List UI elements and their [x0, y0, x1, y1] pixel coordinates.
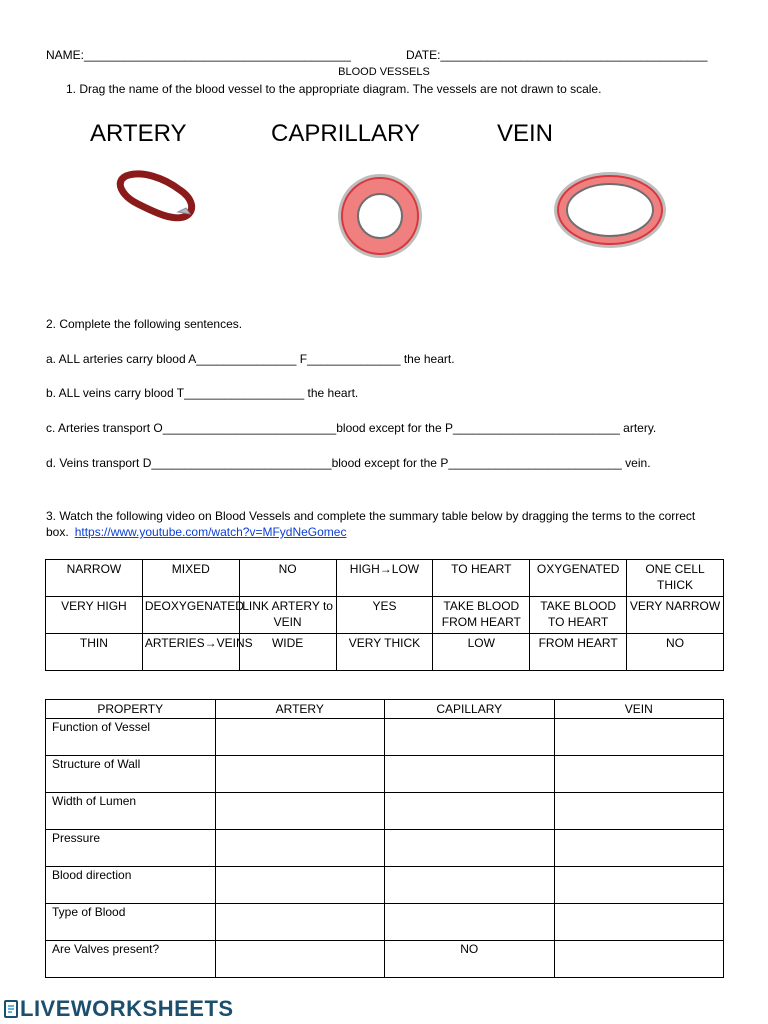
sentence-a: a. ALL arteries carry blood A_______________ F______________ the heart.	[46, 352, 455, 366]
table-row	[46, 830, 724, 867]
table-header-row	[46, 700, 724, 719]
drop-cell[interactable]	[385, 904, 555, 941]
summary-table	[45, 699, 724, 978]
question-3-text	[46, 508, 726, 540]
table-row	[46, 793, 724, 830]
brand-name: LIVEWORKSHEETS	[20, 996, 234, 1021]
drop-cell[interactable]	[554, 793, 724, 830]
date-field-label: DATE:________________________________________	[406, 48, 708, 62]
term-card[interactable]: WIDE	[239, 634, 336, 671]
page-title: BLOOD VESSELS	[338, 66, 430, 78]
drag-label-artery[interactable]: ARTERY	[90, 120, 187, 147]
term-card[interactable]: TO HEART	[433, 560, 530, 597]
property-label: Type of Blood	[46, 904, 216, 941]
term-card[interactable]: TAKE BLOOD TO HEART	[530, 597, 627, 634]
drop-cell[interactable]	[554, 719, 724, 756]
term-card[interactable]: ARTERIES→VEINS	[142, 634, 239, 671]
term-card[interactable]: OXYGENATED	[530, 560, 627, 597]
term-card[interactable]: NARROW	[46, 560, 143, 597]
property-label: Pressure	[46, 830, 216, 867]
artery-diagram-icon	[112, 168, 202, 228]
question-3-instructions: 3. Watch the following video on Blood Vessels and complete the summary table below by dragging the terms to the correct box.	[46, 509, 696, 539]
term-card[interactable]: LINK ARTERY to VEIN	[239, 597, 336, 634]
property-label: Are Valves present?	[46, 941, 216, 978]
drop-cell[interactable]	[554, 830, 724, 867]
liveworksheets-logo-icon	[4, 1000, 18, 1018]
drop-cell[interactable]	[385, 719, 555, 756]
term-card[interactable]: LOW	[433, 634, 530, 671]
drop-cell[interactable]: NO	[385, 941, 555, 978]
term-card[interactable]: YES	[336, 597, 433, 634]
term-card[interactable]: FROM HEART	[530, 634, 627, 671]
property-label: Blood direction	[46, 867, 216, 904]
column-header-artery: ARTERY	[215, 700, 385, 719]
table-row	[46, 867, 724, 904]
drop-cell[interactable]	[554, 756, 724, 793]
column-header-property: PROPERTY	[46, 700, 216, 719]
drag-label-capillary[interactable]: CAPRILLARY	[271, 120, 420, 147]
drop-cell[interactable]	[215, 904, 385, 941]
sentence-c: c. Arteries transport O__________________________blood except for the P_________________________ artery.	[46, 421, 657, 435]
property-label: Structure of Wall	[46, 756, 216, 793]
drop-cell[interactable]	[385, 830, 555, 867]
table-row	[46, 634, 724, 671]
term-card[interactable]: VERY HIGH	[46, 597, 143, 634]
vein-diagram-icon	[551, 168, 669, 252]
question-2-text: 2. Complete the following sentences.	[46, 317, 243, 331]
drop-cell[interactable]	[554, 904, 724, 941]
question-1-text: 1. Drag the name of the blood vessel to the appropriate diagram. The vessels are not drawn to scale.	[66, 82, 602, 96]
sentence-d: d. Veins transport D___________________________blood except for the P__________________________ vein.	[46, 456, 651, 470]
term-card[interactable]: ONE CELL THICK	[627, 560, 724, 597]
table-row	[46, 597, 724, 634]
property-label: Width of Lumen	[46, 793, 216, 830]
table-row	[46, 904, 724, 941]
sentence-b: b. ALL veins carry blood T__________________ the heart.	[46, 386, 359, 400]
term-card[interactable]: DEOXYGENATED	[142, 597, 239, 634]
table-row	[46, 756, 724, 793]
name-field-label: NAME:________________________________________	[46, 48, 351, 62]
liveworksheets-logo[interactable]	[4, 996, 234, 1022]
drop-cell[interactable]	[215, 867, 385, 904]
drop-cell[interactable]	[215, 793, 385, 830]
drop-cell[interactable]	[215, 941, 385, 978]
table-row	[46, 941, 724, 978]
drop-cell[interactable]	[385, 756, 555, 793]
column-header-capillary: CAPILLARY	[385, 700, 555, 719]
terms-table	[45, 559, 724, 671]
term-card[interactable]: THIN	[46, 634, 143, 671]
term-card[interactable]: MIXED	[142, 560, 239, 597]
drop-cell[interactable]	[385, 867, 555, 904]
drag-label-vein[interactable]: VEIN	[497, 120, 554, 147]
drop-cell[interactable]	[385, 793, 555, 830]
term-card[interactable]: TAKE BLOOD FROM HEART	[433, 597, 530, 634]
table-row	[46, 719, 724, 756]
term-card[interactable]: VERY THICK	[336, 634, 433, 671]
term-card[interactable]: VERY NARROW	[627, 597, 724, 634]
drop-cell[interactable]	[554, 941, 724, 978]
term-card[interactable]: NO	[239, 560, 336, 597]
video-link[interactable]: https://www.youtube.com/watch?v=MFydNeGomec	[74, 525, 347, 539]
drop-cell[interactable]	[215, 756, 385, 793]
column-header-vein: VEIN	[554, 700, 724, 719]
drop-cell[interactable]	[215, 830, 385, 867]
term-card[interactable]: HIGH→LOW	[336, 560, 433, 597]
property-label: Function of Vessel	[46, 719, 216, 756]
capillary-diagram-icon	[334, 170, 426, 262]
term-card[interactable]: NO	[627, 634, 724, 671]
drop-cell[interactable]	[554, 867, 724, 904]
table-row	[46, 560, 724, 597]
drop-cell[interactable]	[215, 719, 385, 756]
